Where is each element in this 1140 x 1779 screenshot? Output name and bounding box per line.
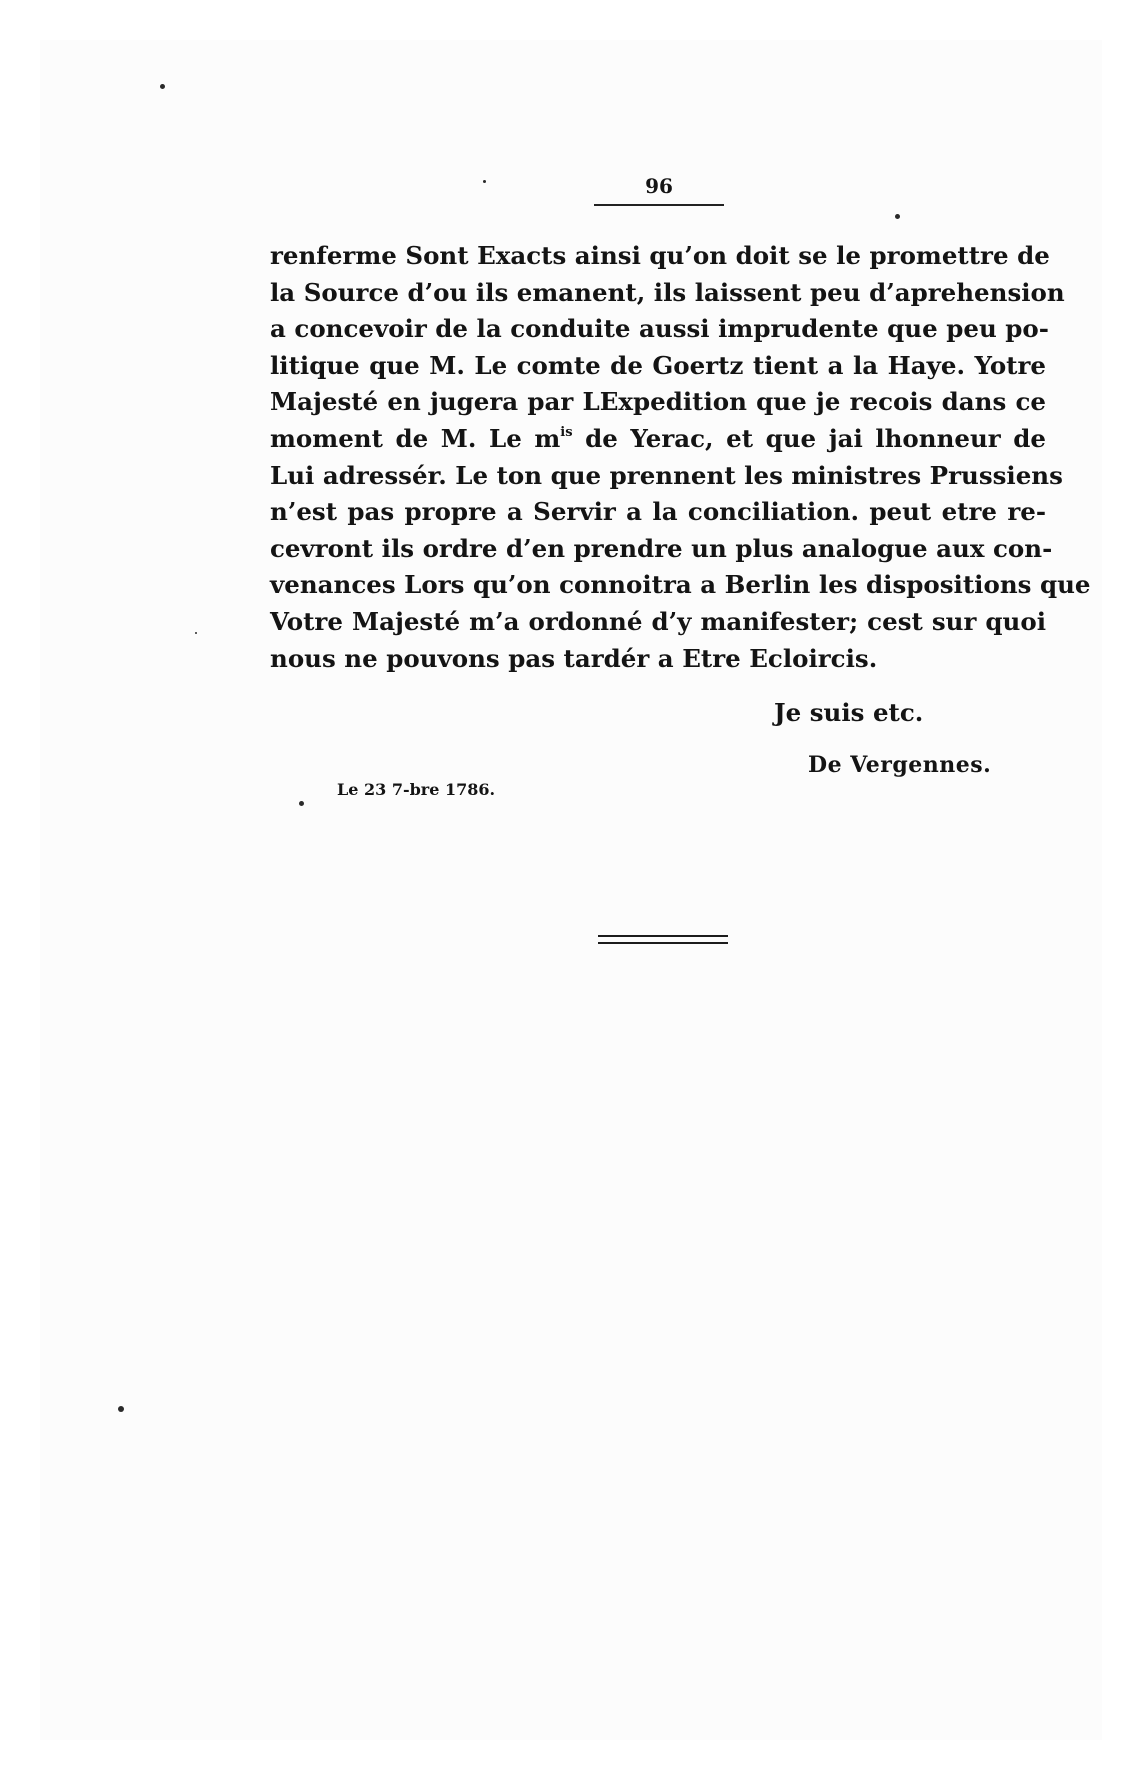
- page-number-rule: [594, 204, 724, 206]
- text-line: litique que M. Le comte de Goertz tient a la Haye. Yotre: [270, 350, 1046, 380]
- scan-speck: [483, 180, 486, 183]
- text-line: Votre Majesté m’a ordonné d’y manifester; cest sur quoi: [270, 606, 1046, 636]
- signature: De Vergennes.: [808, 752, 992, 778]
- text-line: renferme Sont Exacts ainsi qu’on doit se le promettre de: [270, 241, 1050, 270]
- text-line: venances Lors qu’on connoitra a Berlin les dispositions que: [270, 570, 1091, 600]
- text-line: nous ne pouvons pas tardér a Etre Ecloircis.: [270, 643, 878, 673]
- text-line: a concevoir de la conduite aussi imprudente que peu po-: [270, 314, 1049, 344]
- text-line: n’est pas propre a Servir a la conciliation. peut etre re-: [270, 497, 1046, 527]
- letter-date: Le 23 7-bre 1786.: [337, 780, 496, 799]
- page-number: 96: [645, 174, 673, 198]
- text-line: Majesté en jugera par LExpedition que je recois dans ce: [270, 387, 1046, 417]
- scan-speck: [195, 632, 197, 634]
- scan-speck: [299, 801, 304, 806]
- text-line-start: moment de M. Le m: [270, 423, 561, 453]
- text-line: cevront ils ordre d’en prendre un plus analogue aux con-: [270, 533, 1053, 563]
- text-line: Lui adressér. Le ton que prennent les ministres Prussiens: [270, 460, 1063, 490]
- closing-salutation: Je suis etc.: [774, 698, 924, 727]
- superscript-abbreviation: is: [560, 424, 573, 440]
- end-double-rule: [598, 935, 728, 944]
- text-line-with-superscript: [270, 421, 1046, 458]
- scan-speck: [895, 214, 900, 219]
- text-line: la Source d’ou ils emanent, ils laissent peu d’aprehension: [270, 277, 1065, 307]
- text-line-end: de Yerac, et que jai lhonneur de: [572, 423, 1046, 453]
- letter-body: [270, 238, 1091, 677]
- scan-speck: [118, 1406, 124, 1412]
- scan-speck: [160, 84, 165, 89]
